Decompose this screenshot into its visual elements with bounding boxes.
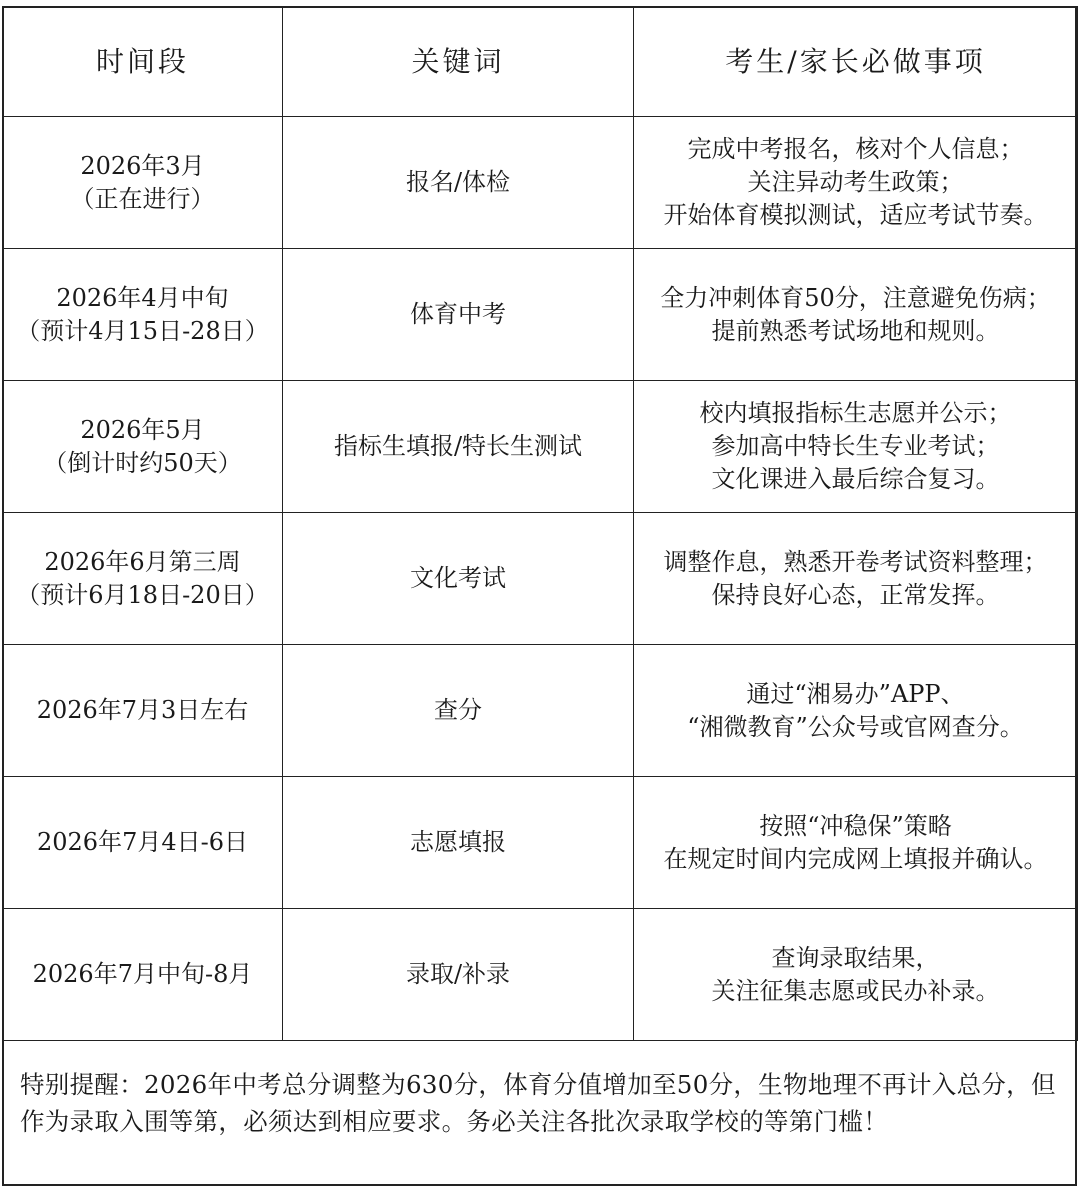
task-line: 提前熟悉考试场地和规则。 (711, 316, 1000, 345)
tasks-cell (634, 249, 1078, 381)
keyword-cell: 查分 (283, 645, 634, 777)
tasks-cell (634, 777, 1078, 909)
task-line: 参加高中特长生专业考试； (711, 432, 1000, 460)
table-row (3, 117, 1078, 249)
task-line: “湘微教育”公众号或官网查分。 (687, 712, 1024, 741)
task-line: 查询录取结果， (771, 943, 940, 972)
time-line: 2026年6月第三周 (44, 547, 241, 576)
time-line: 2026年7月4日-6日 (37, 828, 248, 856)
time-cell (3, 381, 283, 513)
table-row (3, 909, 1078, 1041)
task-line: 校内填报指标生志愿并公示； (699, 399, 1012, 427)
time-line: （预计4月15日-28日） (16, 316, 269, 345)
task-line: 关注异动考生政策； (747, 168, 964, 196)
keyword-cell: 志愿填报 (283, 777, 634, 909)
time-cell (3, 645, 283, 777)
time-line: 2026年3月 (80, 151, 205, 180)
time-cell (3, 513, 283, 645)
time-line: （预计6月18日-20日） (16, 580, 269, 609)
time-line: 2026年7月中旬-8月 (32, 960, 253, 988)
table-row (3, 777, 1078, 909)
table-row (3, 249, 1078, 381)
time-cell (3, 117, 283, 249)
time-cell (3, 777, 283, 909)
time-cell (3, 249, 283, 381)
header-keyword: 关键词 (283, 7, 634, 117)
task-line: 保持良好心态，正常发挥。 (711, 580, 1000, 609)
table-row (3, 381, 1078, 513)
time-line: 2026年4月中旬 (56, 283, 229, 312)
header-row (3, 7, 1078, 117)
header-tasks: 考生/家长必做事项 (634, 7, 1078, 117)
special-reminder: 特别提醒：2026年中考总分调整为630分，体育分值增加至50分，生物地理不再计入总分，但作为录取入围等第，必须达到相应要求。务必关注各批次录取学校的等第门槛！ (20, 1070, 1056, 1136)
schedule-table (2, 6, 1078, 1041)
time-line: 2026年5月 (80, 415, 205, 444)
time-cell (3, 909, 283, 1041)
task-line: 通过“湘易办”APP、 (746, 679, 965, 708)
task-line: 开始体育模拟测试，适应考试节奏。 (663, 201, 1048, 229)
keyword-cell: 录取/补录 (283, 909, 634, 1041)
keyword-cell: 体育中考 (283, 249, 634, 381)
table-row (3, 513, 1078, 645)
tasks-cell (634, 909, 1078, 1041)
tasks-cell (634, 645, 1078, 777)
task-line: 完成中考报名，核对个人信息； (687, 135, 1024, 163)
keyword-cell: 指标生填报/特长生测试 (283, 381, 634, 513)
header-time: 时间段 (3, 7, 283, 117)
keyword-cell: 文化考试 (283, 513, 634, 645)
tasks-cell (634, 117, 1078, 249)
task-line: 文化课进入最后综合复习。 (711, 465, 1000, 493)
table-row (3, 645, 1078, 777)
task-line: 全力冲刺体育50分，注意避免伤病； (660, 283, 1051, 312)
keyword-cell: 报名/体检 (283, 117, 634, 249)
time-line: （倒计时约50天） (43, 448, 242, 477)
task-line: 按照“冲稳保”策略 (759, 811, 952, 840)
time-line: 2026年7月3日左右 (36, 696, 249, 724)
task-line: 关注征集志愿或民办补录。 (711, 976, 1000, 1005)
tasks-cell (634, 381, 1078, 513)
task-line: 在规定时间内完成网上填报并确认。 (663, 844, 1048, 873)
tasks-cell (634, 513, 1078, 645)
time-line: （正在进行） (70, 184, 215, 213)
task-line: 调整作息，熟悉开卷考试资料整理； (663, 547, 1048, 576)
